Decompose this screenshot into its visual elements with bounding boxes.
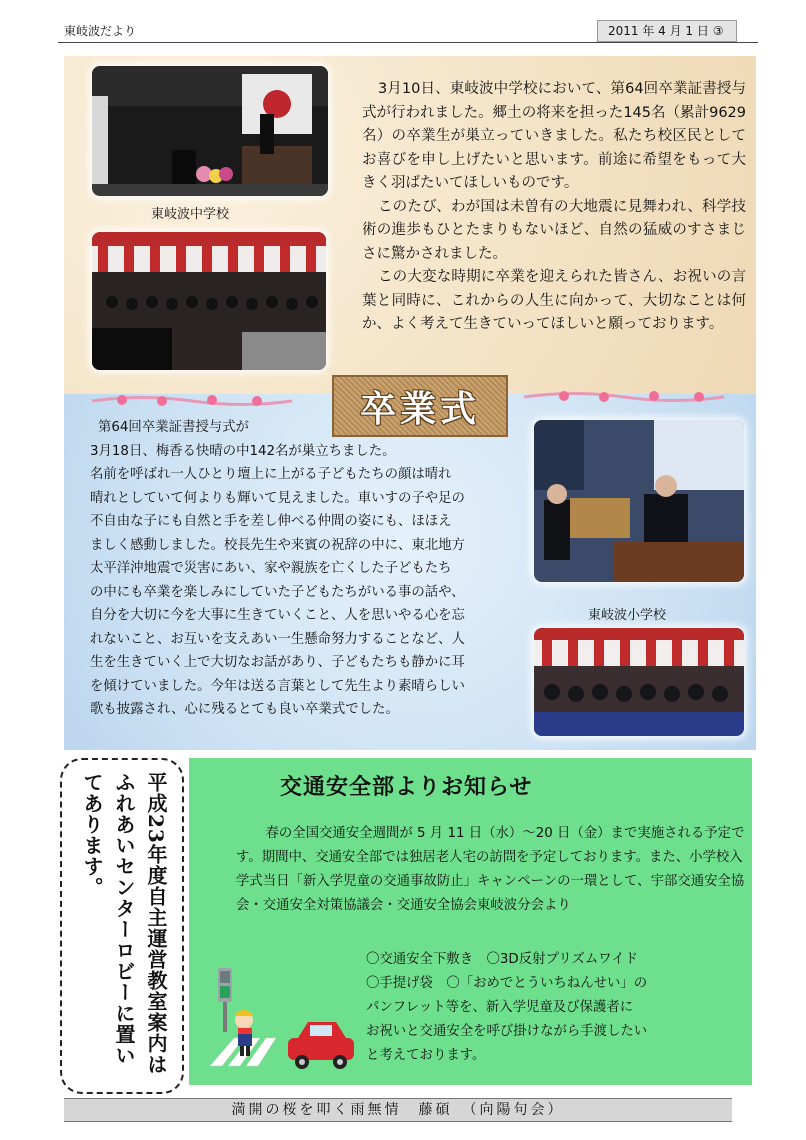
article-line: を傾けていました。今年は送る言葉として先生より素晴らしい — [90, 678, 465, 694]
article-paragraph: 3月10日、東岐波中学校において、第64回卒業証書授与式が行われました。郷土の将来を担った145名（累計9629名）の卒業生が巣立っていきました。私たち校区民としてお喜びを申し上げたいと思います。前途に希望をもって大きく羽ばたいてほしいものです。 — [362, 81, 746, 191]
graduation-title: 卒業式 — [359, 387, 480, 430]
flower-garland-right — [524, 388, 724, 406]
traffic-list-line: と考えております。 — [366, 1048, 486, 1063]
traffic-safety-body — [236, 822, 746, 918]
haiku-footer: 満開の桜を叩く雨無情 藤碩 （向陽句会） — [64, 1098, 732, 1122]
pedestrian-signal-icon — [218, 968, 232, 1032]
article-paragraph: このたび、わが国は未曽有の大地震に見舞われ、科学技術の進歩もひとたまりもないほど、自然の猛威のすさまじさに驚かされました。 — [362, 198, 746, 262]
article-line: 名前を呼ばれ一人ひとり壇上に上がる子どもたちの顔は晴れ — [90, 467, 452, 482]
traffic-list-line: 〇交通安全下敷き 〇3D反射プリズムワイド — [366, 952, 639, 967]
self-run-class-notice — [60, 758, 184, 1094]
middle-school-caption: 東岐波中学校 — [151, 207, 230, 222]
article-line: 生を生きていく上で大切なお話があり、子どもたちも静かに耳 — [90, 655, 465, 670]
traffic-list-line: お祝いと交通安全を呼び掛けながら手渡したい — [366, 1024, 648, 1039]
middle-school-article — [362, 78, 746, 337]
article-line: 第64回卒業証書授与式が — [98, 420, 249, 435]
article-paragraph: この大変な時期に卒業を迎えられた皆さん、お祝いの言葉と同時に、これからの人生に向かって、大切なことは何か、よく考えて生きていってほしいと願っております。 — [362, 269, 746, 332]
article-line: 晴れとしていて何よりも輝いて見えました。車いすの子や足の — [90, 490, 465, 506]
newsletter-title: 東岐波だより — [64, 24, 137, 38]
date-page-label: 2011 年 4 月 1 日 ③ — [597, 20, 737, 42]
elementary-diploma-photo — [534, 420, 744, 582]
elementary-school-caption: 東岐波小学校 — [588, 608, 667, 623]
middle-school-stage-photo — [92, 66, 328, 196]
article-line: 3月18日、梅香る快晴の中142名が巣立ちました。 — [90, 443, 396, 459]
child-crossing-illustration — [200, 968, 360, 1078]
traffic-item-list — [366, 948, 647, 1068]
car-icon — [288, 1022, 354, 1069]
article-line: 歌も披露され、心に残るとても良い卒業式でした。 — [90, 702, 399, 717]
traffic-paragraph: 春の全国交通安全週間が 5 月 11 日（水）～20 日（金）まで実施される予定です。期間中、交通安全部では独居老人宅の訪問を予定しております。また、小学校入学式当日「新入学児童の交通事故防止」キャンペーンの一環として、宇部交通安全協会・交通安全対策協議会・交通安全協会東岐波分会より — [236, 826, 745, 913]
article-line: れないこと、お互いを支えあい一生懸命努力することなど、人 — [90, 631, 465, 647]
elementary-audience-photo — [534, 628, 744, 736]
flower-garland-left — [92, 392, 292, 410]
middle-school-audience-photo — [92, 232, 326, 370]
article-line: 不自由な子にも自然と手を差し伸べる仲間の姿にも、ほほえ — [90, 514, 452, 529]
article-line: ましく感動しました。校長先生や来賓の祝辞の中に、東北地方 — [90, 537, 465, 553]
article-line: 太平洋沖地震で災害にあい、家や親族を亡くした子どもたち — [90, 561, 452, 576]
notice-text: 平成23年度自主運営教室案内はふれあいセンターロビーに置いてあります。 — [80, 772, 168, 1075]
article-line: 自分を大切に今を大事に生きていくこと、人を思いやる心を忘 — [90, 608, 465, 623]
article-line: の中にも卒業を楽しみにしていた子どもたちがいる事の話や、 — [90, 584, 465, 600]
traffic-safety-title: 交通安全部よりお知らせ — [280, 775, 533, 800]
elementary-school-article — [90, 416, 510, 722]
header-divider — [58, 42, 758, 43]
traffic-list-line: パンフレット等を、新入学児童及び保護者に — [366, 1000, 634, 1015]
traffic-list-line: 〇手提げ袋 〇「おめでとういちねんせい」の — [366, 976, 648, 991]
